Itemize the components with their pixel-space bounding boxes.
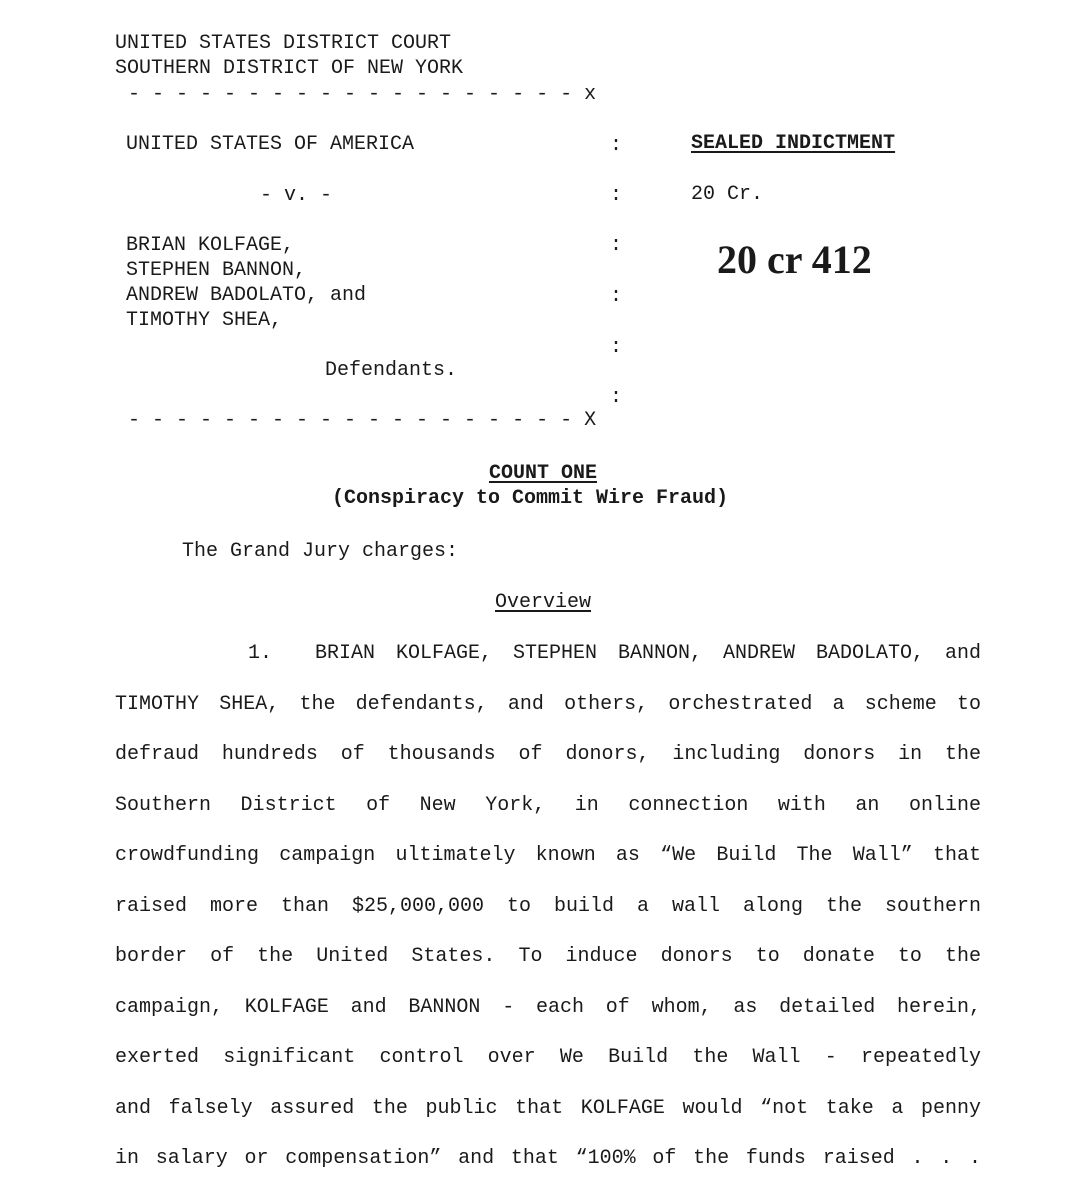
plaintiff-name: UNITED STATES OF AMERICA <box>126 133 415 156</box>
criminal-number-label: 20 Cr. <box>691 183 764 206</box>
paragraph-line: Southern District of New York, in connection with an online <box>115 794 981 817</box>
defendant-name: TIMOTHY SHEA, <box>126 309 283 332</box>
defendant-name: STEPHEN BANNON, <box>126 259 307 282</box>
caption-divider-bottom: - - - - - - - - - - - - - - - - - - - X <box>128 409 597 432</box>
court-district: SOUTHERN DISTRICT OF NEW YORK <box>115 57 464 80</box>
docket-number-stamp: 20 cr 412 <box>717 237 872 282</box>
defendant-name: BRIAN KOLFAGE, <box>126 234 295 257</box>
paragraph-number: 1. <box>248 642 273 665</box>
versus-label: - v. - <box>260 184 333 207</box>
caption-colon: : <box>610 234 623 257</box>
section-heading: Overview <box>495 591 592 614</box>
paragraph-line: crowdfunding campaign ultimately known as “We Build The Wall” that <box>115 844 981 867</box>
caption-colon: : <box>610 134 623 157</box>
paragraph-line: border of the United States. To induce donors to donate to the <box>115 945 981 968</box>
paragraph-line: in salary or compensation” and that “100% of the funds raised . . . <box>115 1147 981 1170</box>
count-subtitle: (Conspiracy to Commit Wire Fraud) <box>332 487 729 510</box>
caption-divider-top: - - - - - - - - - - - - - - - - - - - x <box>128 83 597 106</box>
paragraph-line: campaign, KOLFAGE and BANNON - each of whom, as detailed herein, <box>115 996 981 1019</box>
caption-colon: : <box>610 184 623 207</box>
count-title: COUNT ONE <box>489 462 598 485</box>
defendants-label: Defendants. <box>325 359 458 382</box>
court-name: UNITED STATES DISTRICT COURT <box>115 32 452 55</box>
defendant-name: ANDREW BADOLATO, and <box>126 284 367 307</box>
caption-colon: : <box>610 285 623 308</box>
paragraph-line: exerted significant control over We Build the Wall - repeatedly <box>115 1046 981 1069</box>
paragraph-line: and falsely assured the public that KOLFAGE would “not take a penny <box>115 1097 981 1120</box>
paragraph-line: TIMOTHY SHEA, the defendants, and others, orchestrated a scheme to <box>115 693 981 716</box>
document-type: SEALED INDICTMENT <box>691 132 896 155</box>
caption-colon: : <box>610 386 623 409</box>
paragraph-line: raised more than $25,000,000 to build a wall along the southern <box>115 895 981 918</box>
caption-colon: : <box>610 336 623 359</box>
grand-jury-intro: The Grand Jury charges: <box>182 540 459 563</box>
paragraph-line: BRIAN KOLFAGE, STEPHEN BANNON, ANDREW BADOLATO, and <box>315 642 981 665</box>
paragraph-line: defraud hundreds of thousands of donors, including donors in the <box>115 743 981 766</box>
